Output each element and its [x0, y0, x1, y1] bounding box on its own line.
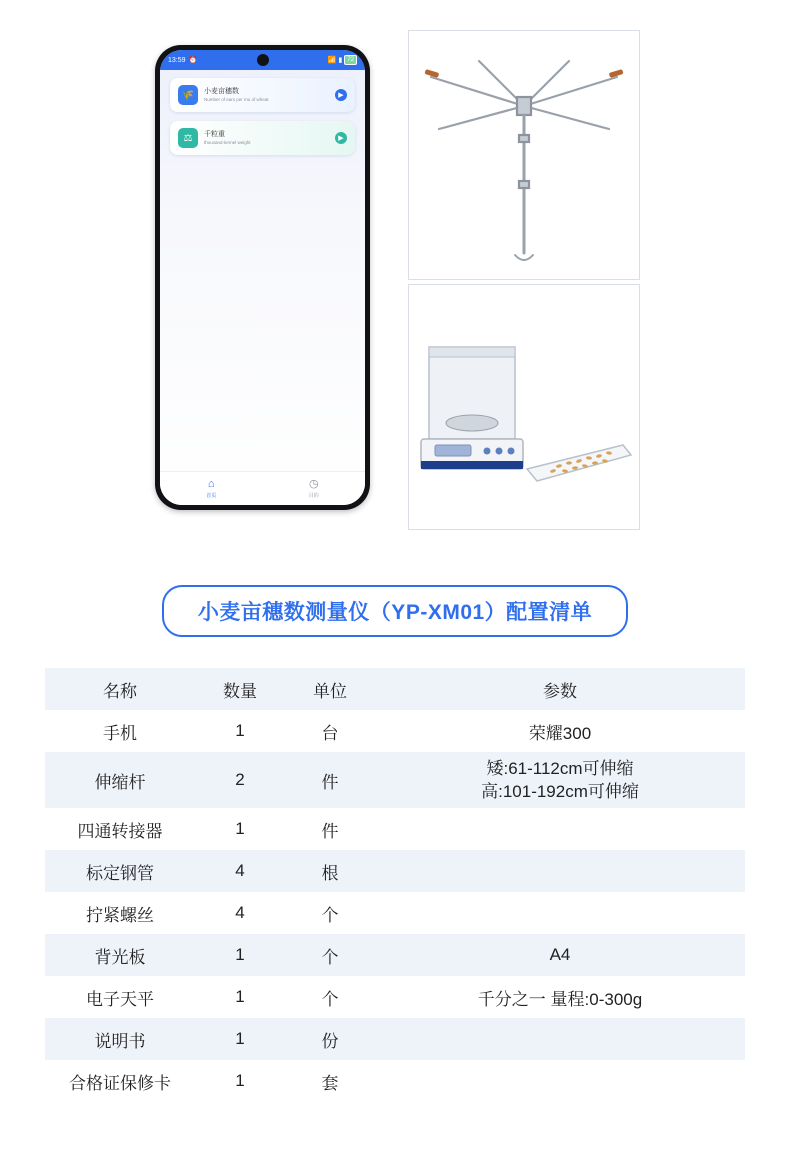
- column-header-param: 参数: [543, 681, 577, 701]
- menu-card-wheat-ears[interactable]: [170, 78, 355, 112]
- status-time: 13:59: [168, 56, 186, 64]
- configuration-table-wrap: [45, 668, 745, 1102]
- tab-history[interactable]: [263, 478, 366, 499]
- cell-name: 手机: [103, 723, 137, 743]
- cell-qty: 1: [235, 1029, 245, 1048]
- chevron-right-icon[interactable]: ▶: [335, 132, 347, 144]
- cell-qty: 4: [235, 903, 245, 922]
- home-icon: ⌂: [207, 478, 215, 490]
- cell-param: [375, 1018, 745, 1060]
- configuration-table: [45, 668, 745, 1102]
- cell-param: [375, 850, 745, 892]
- cell-param-line2: 高:101-192cm可伸缩: [481, 782, 639, 801]
- table-body: [45, 710, 745, 1102]
- cell-name: 标定钢管: [86, 863, 154, 883]
- app-content: [160, 70, 365, 505]
- cell-qty: 1: [235, 819, 245, 838]
- menu-card-title: 小麦亩穗数: [204, 88, 239, 95]
- column-header-name: 名称: [103, 681, 137, 701]
- cell-param: A4: [549, 945, 571, 964]
- status-bar-right: [328, 55, 357, 65]
- phone-mockup: [155, 45, 370, 510]
- cell-unit: 套: [321, 1073, 339, 1093]
- table-row: [45, 1018, 745, 1060]
- cell-param-line1: 矮:61-112cm可伸缩: [486, 759, 634, 778]
- product-images-area: [0, 0, 790, 560]
- cell-qty: 2: [235, 770, 245, 789]
- phone-screen: [160, 50, 365, 505]
- cell-unit: 件: [321, 821, 339, 841]
- cell-unit: 个: [321, 989, 339, 1009]
- cell-name: 说明书: [94, 1031, 146, 1051]
- table-row: [45, 976, 745, 1018]
- table-row: [45, 710, 745, 752]
- cell-name: 合格证保修卡: [69, 1073, 171, 1093]
- wifi-icon: 📶: [327, 57, 337, 64]
- cell-param: [375, 1060, 745, 1102]
- signal-icon: ▮: [338, 57, 343, 64]
- menu-card-text: [204, 130, 329, 146]
- cell-name: 伸缩杆: [94, 772, 146, 792]
- bottom-tab-bar: [160, 471, 365, 505]
- tab-home[interactable]: [160, 478, 263, 499]
- table-row: [45, 892, 745, 934]
- battery-indicator: 72: [344, 55, 357, 65]
- cell-unit: 件: [321, 772, 339, 792]
- cell-qty: 1: [235, 945, 245, 964]
- table-row: [45, 1060, 745, 1102]
- cell-param: 千分之一 量程:0-300g: [477, 989, 643, 1009]
- tab-history-label: 目的: [308, 493, 319, 499]
- cell-param: [375, 752, 745, 808]
- cell-unit: 个: [321, 905, 339, 925]
- cell-unit: 份: [321, 1031, 339, 1051]
- cell-name: 电子天平: [86, 989, 154, 1009]
- alarm-icon: ⏰: [188, 57, 198, 64]
- menu-card-text: [204, 87, 329, 103]
- cell-unit: 根: [321, 863, 339, 883]
- menu-card-subtitle: thousand-kernel weight: [204, 140, 251, 145]
- column-header-qty: 数量: [223, 681, 257, 701]
- page-title: 小麦亩穗数测量仪（YP-XM01）配置清单: [162, 585, 628, 637]
- electronic-balance-photo: [408, 284, 640, 530]
- menu-card-kernel-weight[interactable]: [170, 121, 355, 155]
- telescopic-frame-photo: [408, 30, 640, 280]
- cell-qty: 1: [235, 1071, 245, 1090]
- tab-home-label: 首页: [206, 493, 217, 499]
- cell-qty: 4: [235, 861, 245, 880]
- column-header-unit: 单位: [313, 681, 347, 701]
- camera-notch: [257, 54, 269, 66]
- status-bar: [160, 50, 365, 70]
- cell-unit: 台: [321, 723, 339, 743]
- cell-unit: 个: [321, 947, 339, 967]
- cell-name: 四通转接器: [77, 821, 163, 841]
- cell-param: [375, 892, 745, 934]
- menu-card-subtitle: Number of ears per mu of wheat: [204, 97, 269, 102]
- status-bar-left: [168, 56, 197, 64]
- table-row: [45, 934, 745, 976]
- electronic-balance-illustration: [409, 285, 639, 529]
- chevron-right-icon[interactable]: ▶: [335, 89, 347, 101]
- history-icon: ◷: [308, 478, 319, 490]
- cell-param: [375, 808, 745, 850]
- menu-card-title: 千粒重: [204, 131, 225, 138]
- table-header-row: [45, 668, 745, 710]
- table-row: [45, 752, 745, 808]
- table-row: [45, 808, 745, 850]
- table-head: [45, 668, 745, 710]
- cell-param: 荣耀300: [528, 723, 592, 743]
- telescopic-frame-illustration: [409, 31, 639, 279]
- section-title-wrap: [0, 585, 790, 637]
- weight-icon: ⚖: [178, 128, 198, 148]
- cell-qty: 1: [235, 721, 245, 740]
- cell-qty: 1: [235, 987, 245, 1006]
- table-row: [45, 850, 745, 892]
- wheat-icon: 🌾: [178, 85, 198, 105]
- cell-name: 背光板: [94, 947, 146, 967]
- cell-name: 拧紧螺丝: [86, 905, 154, 925]
